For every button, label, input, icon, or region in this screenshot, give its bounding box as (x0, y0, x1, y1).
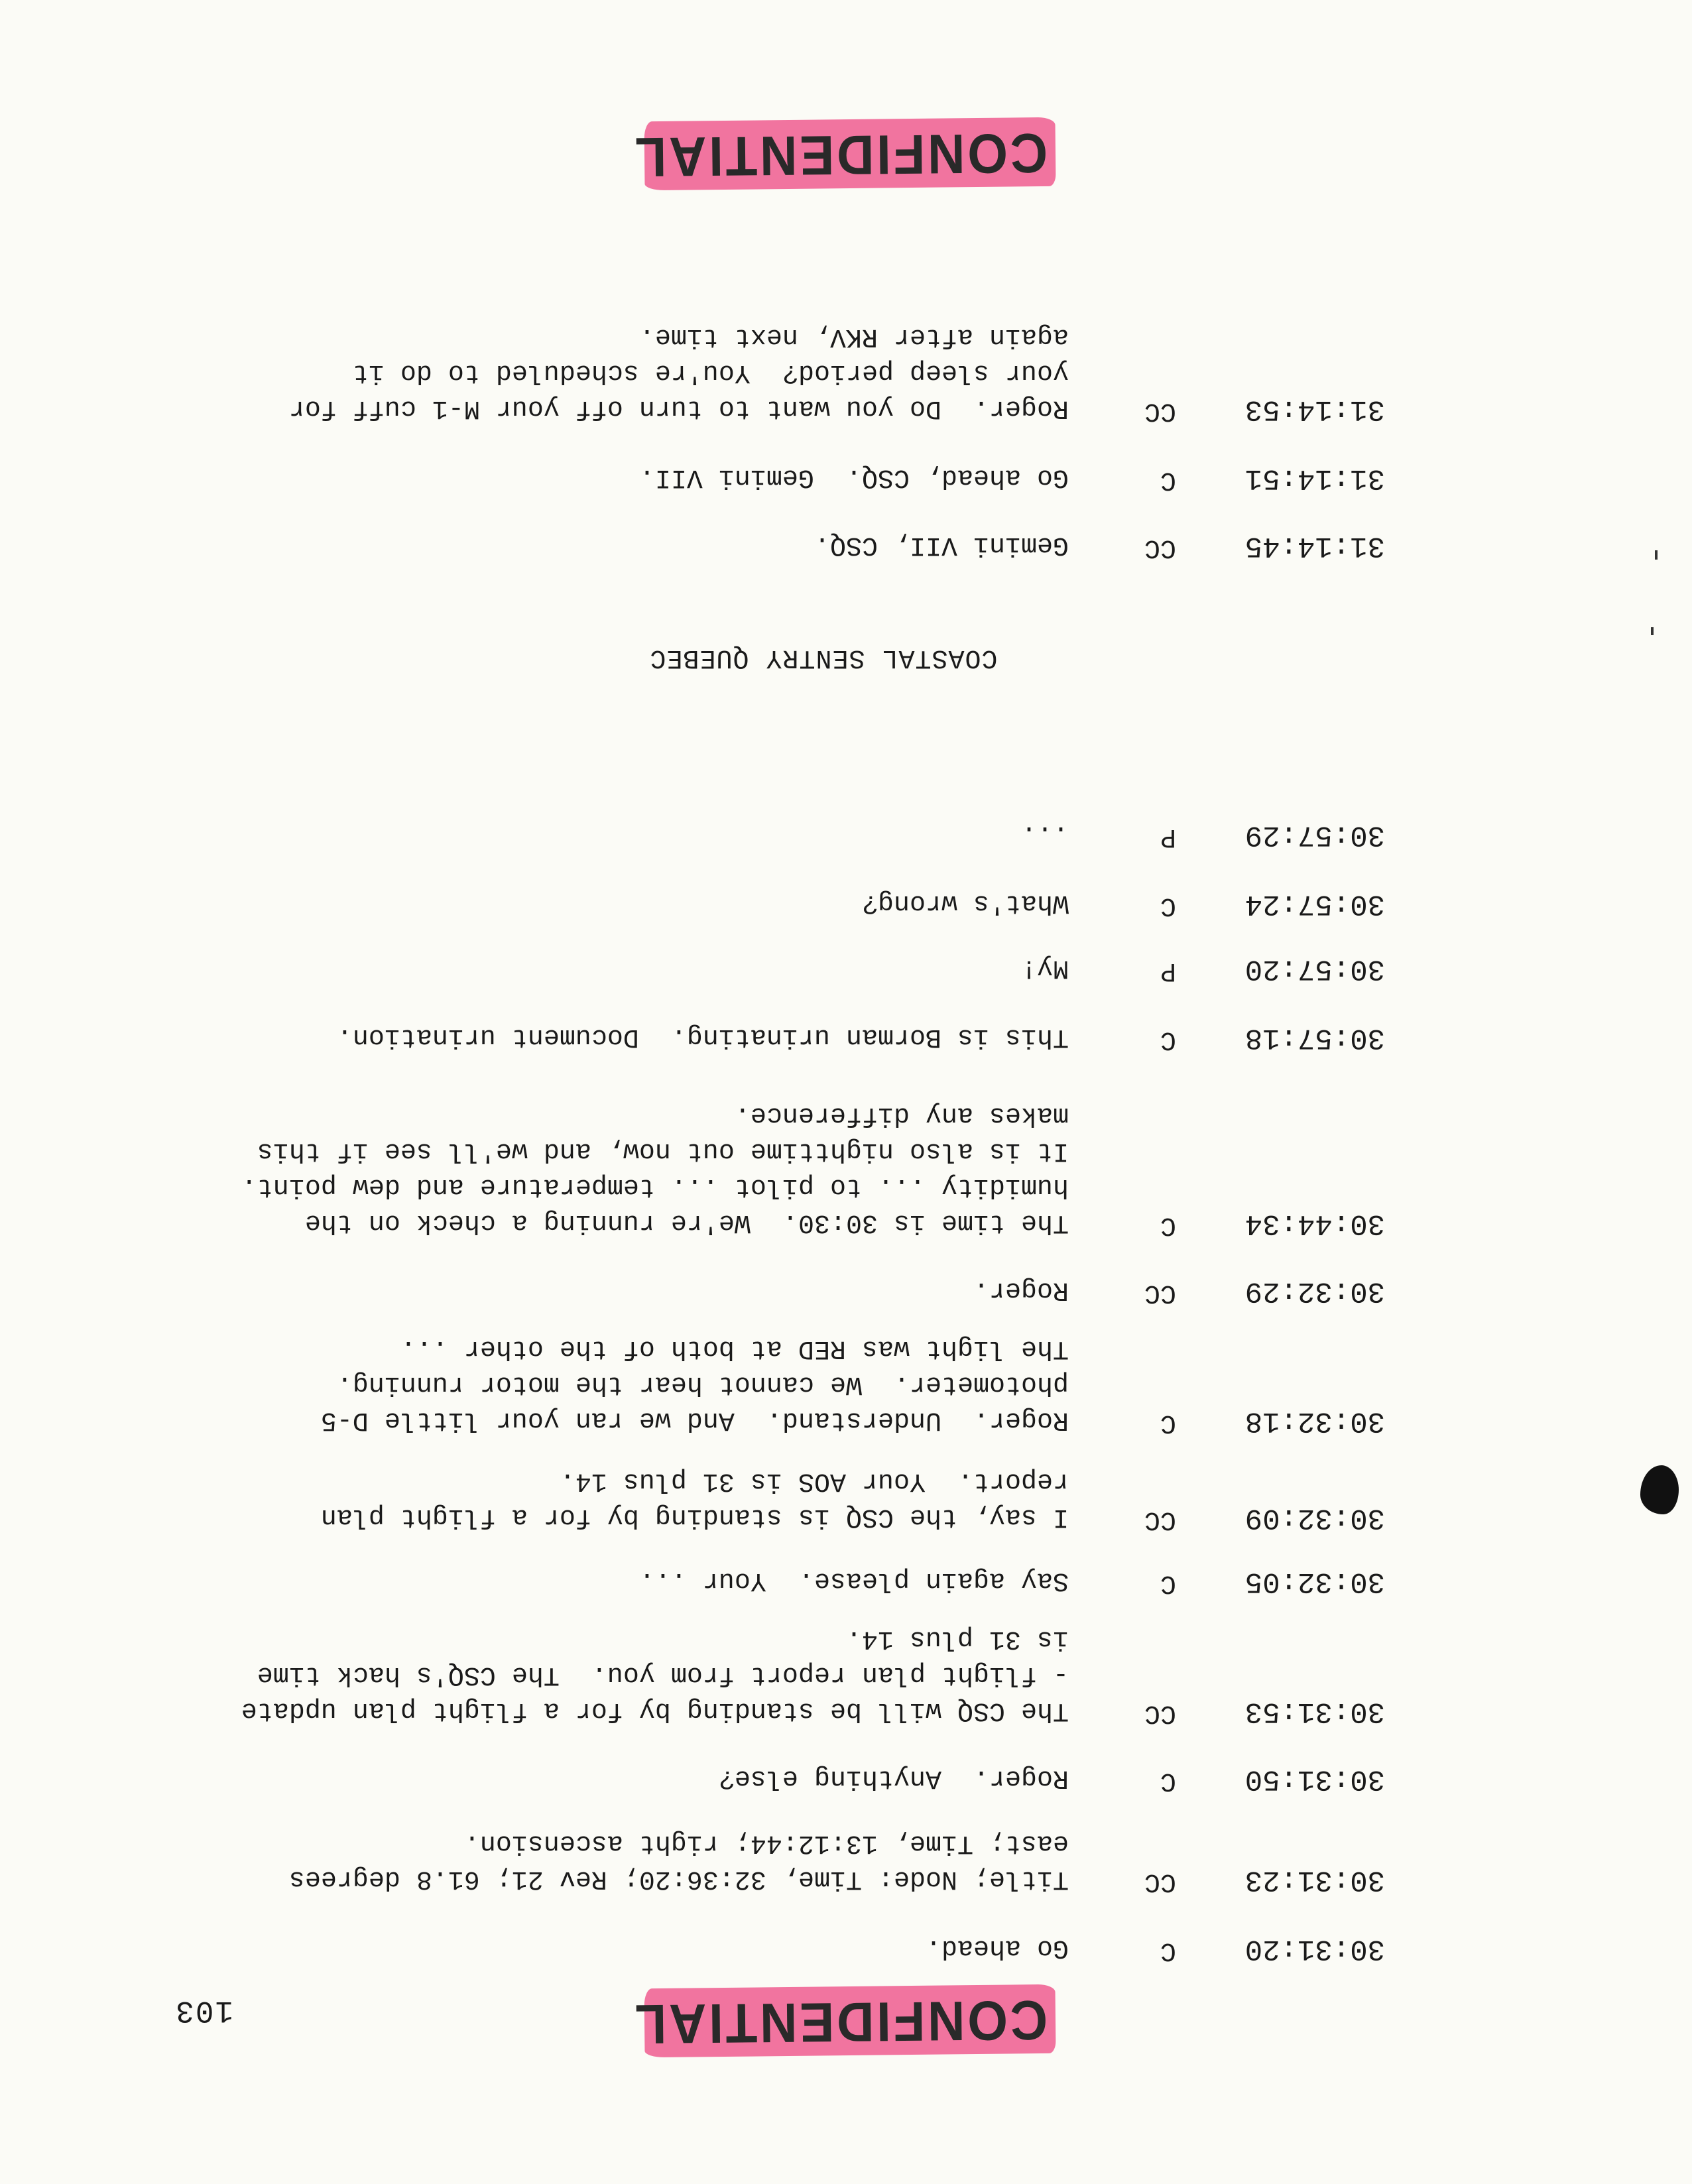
scan-mark (1655, 550, 1658, 560)
entry-speaker: CC (1144, 532, 1176, 562)
entry-speaker: C (1160, 1408, 1176, 1437)
entry-speaker: CC (1144, 1278, 1176, 1307)
entry-time: 30:32:29 (1244, 1274, 1385, 1307)
scan-mark (1651, 627, 1654, 635)
entry-text: This is Borman urinating. Document urination. (336, 1022, 1069, 1052)
entry-speaker: P (1160, 821, 1176, 851)
entry-text: My! (1020, 953, 1069, 983)
entry-text: Roger. Understand. And we ran your little D-5 photometer. We cannot hear the motor running. The light was RED at both of the other ... (320, 1333, 1069, 1435)
entry-speaker: C (1160, 1935, 1176, 1965)
entry-text: I say, the CSQ is standing by for a flight plan report. Your AOS is 31 plus 14. (320, 1466, 1069, 1532)
entry-text: Say again please. Your ... (638, 1565, 1069, 1595)
entry-time: 30:57:18 (1244, 1021, 1385, 1054)
entry-text: Roger. (973, 1275, 1069, 1305)
entry-speaker: CC (1144, 1866, 1176, 1896)
entry-time: 30:31:23 (1244, 1863, 1385, 1896)
entry-time: 30:57:20 (1244, 952, 1385, 985)
confidential-stamp-bottom-text: CONFIDENTIAL (632, 121, 1048, 189)
entry-text: What's wrong? (861, 888, 1069, 918)
entry-text: Go ahead, CSQ. Gemini VII. (638, 462, 1069, 492)
entry-time: 30:32:09 (1244, 1501, 1385, 1534)
entry-time: 30:44:34 (1244, 1207, 1385, 1240)
entry-speaker: P (1160, 955, 1176, 985)
entry-time: 30:32:05 (1244, 1565, 1385, 1598)
entry-speaker: C (1160, 1210, 1176, 1240)
confidential-stamp-top-text: CONFIDENTIAL (632, 1988, 1048, 2056)
entry-speaker: CC (1144, 1698, 1176, 1728)
entry-text: The CSQ will be standing by for a flight plan update - flight plan report from you. The CSQ's hack time is 31 plus 14. (241, 1624, 1069, 1725)
entry-speaker: C (1160, 1766, 1176, 1795)
entry-time: 30:57:24 (1244, 887, 1385, 920)
entry-speaker: CC (1144, 1504, 1176, 1534)
entry-speaker: C (1160, 890, 1176, 920)
entry-time: 31:14:53 (1244, 393, 1385, 426)
entry-text: Roger. Do you want to turn off your M-1 cuff for your sleep period? You're scheduled to do it again after RKV, next time. (288, 322, 1069, 423)
entry-text: Roger. Anything else? (718, 1763, 1069, 1793)
entry-text: Go ahead. (925, 1933, 1069, 1963)
station-heading: COASTAL SENTRY QUEBEC (649, 642, 998, 672)
entry-time: 30:32:18 (1244, 1404, 1385, 1437)
page-number: 103 (174, 1993, 233, 2028)
entry-time: 31:14:51 (1244, 461, 1385, 495)
confidential-stamp-bottom (632, 117, 1056, 190)
entry-speaker: CC (1144, 396, 1176, 426)
entry-time: 31:14:45 (1244, 529, 1385, 562)
entry-time: 30:57:29 (1244, 818, 1385, 851)
entry-time: 30:31:20 (1244, 1932, 1385, 1965)
entry-time: 30:31:53 (1244, 1695, 1385, 1728)
entry-text: Gemini VII, CSQ. (814, 530, 1069, 560)
entry-text: Title; Node: Time, 32:36:20; Rev 21; 61.8 degrees east; Time, 13:12:44; right ascension. (288, 1828, 1069, 1894)
entry-speaker: C (1160, 1568, 1176, 1598)
entry-speaker: C (1160, 1024, 1176, 1054)
entry-text: ... (1020, 819, 1069, 849)
entry-speaker: C (1160, 465, 1176, 495)
entry-text: The time is 30:30. We're running a check on the humidity ... to pilot ... temperature and dew point. It is also nighttime out now, and we'll see if this makes any difference. (241, 1100, 1069, 1237)
entry-time: 30:31:50 (1244, 1762, 1385, 1795)
